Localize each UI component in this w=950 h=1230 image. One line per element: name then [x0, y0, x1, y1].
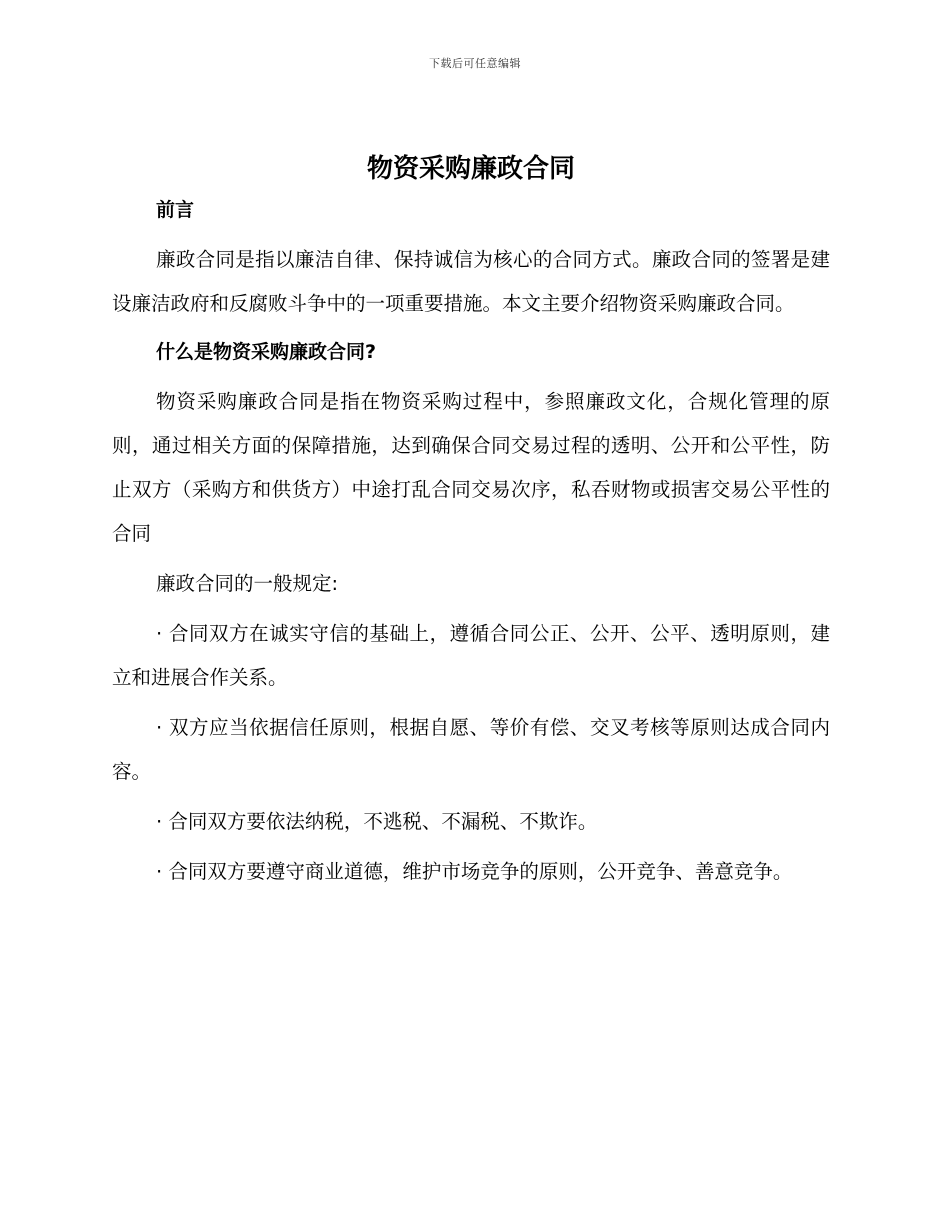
rule-item: · 双方应当依据信任原则，根据自愿、等价有偿、交叉考核等原则达成合同内容。: [112, 716, 830, 783]
document-title: 物资采购廉政合同: [366, 154, 575, 184]
rules-intro: 廉政合同的一般规定:: [156, 572, 339, 595]
definition-paragraph: 物资采购廉政合同是指在物资采购过程中，参照廉政文化，合规化管理的原则，通过相关方面的保障措施，达到确保合同交易过程的透明、公开和公平性，防止双方（采购方和供货方）中途打乱合同交易次序，私吞财物或损害交易公平性的合同: [112, 390, 830, 545]
page-header-note: 下载后可任意编辑: [429, 57, 521, 70]
document-body: [112, 150, 830, 900]
rule-item: · 合同双方要依法纳税，不逃税、不漏税、不欺诈。: [156, 810, 598, 833]
rule-item: · 合同双方要遵守商业道德，维护市场竞争的原则，公开竞争、善意竞争。: [156, 860, 793, 883]
preface-heading: 前言: [156, 199, 195, 221]
preface-paragraph: 廉政合同是指以廉洁自律、保持诚信为核心的合同方式。廉政合同的签署是建设廉洁政府和反腐败斗争中的一项重要措施。本文主要介绍物资采购廉政合同。: [112, 248, 830, 315]
rule-item: · 合同双方在诚实守信的基础上，遵循合同公正、公开、公平、透明原则，建立和进展合作关系。: [112, 622, 830, 689]
question-heading: 什么是物资采购廉政合同?: [156, 341, 377, 363]
